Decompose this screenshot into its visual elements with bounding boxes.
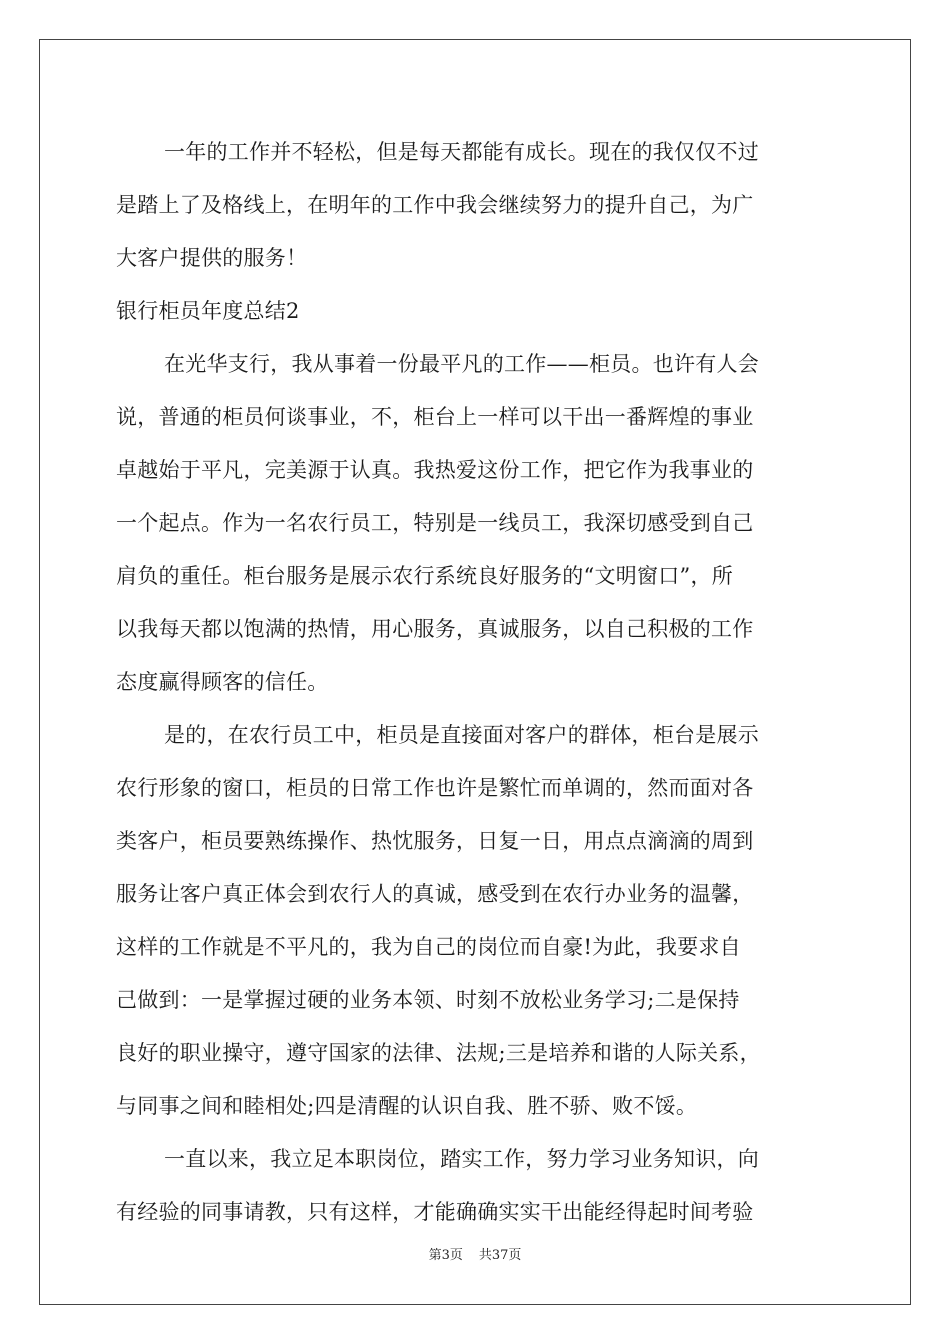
text-line: 态度赢得顾客的信任。 — [116, 670, 329, 694]
text-line: 有经验的同事请教，只有这样，才能确确实实干出能经得起时间考验 — [116, 1200, 754, 1224]
text-line: 与同事之间和睦相处;四是清醒的认识自我、胜不骄、败不馁。 — [116, 1094, 698, 1118]
text-line: 卓越始于平凡，完美源于认真。我热爱这份工作，把它作为我事业的 — [116, 458, 754, 482]
text-line: 类客户，柜员要熟练操作、热忱服务，日复一日，用点点滴滴的周到 — [116, 829, 754, 853]
text-line: 肩负的重任。柜台服务是展示农行系统良好服务的“文明窗口”，所 — [116, 564, 733, 588]
text-line: 良好的职业操守，遵守国家的法律、法规;三是培养和谐的人际关系， — [116, 1041, 761, 1065]
page-total: 共37页 — [478, 1248, 522, 1263]
text-line: 以我每天都以饱满的热情，用心服务，真诚服务，以自己积极的工作 — [116, 617, 754, 641]
text-line: 是的，在农行员工中，柜员是直接面对客户的群体，柜台是展示 — [164, 723, 759, 747]
text-line: 一直以来，我立足本职岗位，踏实工作，努力学习业务知识，向 — [164, 1147, 759, 1171]
document-body — [116, 126, 836, 1239]
text-line: 大客户提供的服务！ — [116, 246, 308, 270]
text-line: 在光华支行，我从事着一份最平凡的工作——柜员。也许有人会 — [164, 352, 759, 376]
text-line: 服务让客户真正体会到农行人的真诚，感受到在农行办业务的温馨， — [116, 882, 754, 906]
text-line: 一个起点。作为一名农行员工，特别是一线员工，我深切感受到自己 — [116, 511, 754, 535]
page-number: 第3页 — [428, 1248, 463, 1263]
text-line: 农行形象的窗口，柜员的日常工作也许是繁忙而单调的，然而面对各 — [116, 776, 754, 800]
text-line: 一年的工作并不轻松，但是每天都能有成长。现在的我仅仅不过 — [164, 140, 759, 164]
text-line: 己做到：一是掌握过硬的业务本领、时刻不放松业务学习;二是保持 — [116, 988, 740, 1012]
text-line: 这样的工作就是不平凡的，我为自己的岗位而自豪!为此，我要求自 — [116, 935, 741, 959]
section-heading: 银行柜员年度总结2 — [116, 299, 300, 323]
text-line: 是踏上了及格线上，在明年的工作中我会继续努力的提升自己，为广 — [116, 193, 754, 217]
text-line: 说，普通的柜员何谈事业，不，柜台上一样可以干出一番辉煌的事业 — [116, 405, 754, 429]
page-footer — [0, 1244, 950, 1263]
